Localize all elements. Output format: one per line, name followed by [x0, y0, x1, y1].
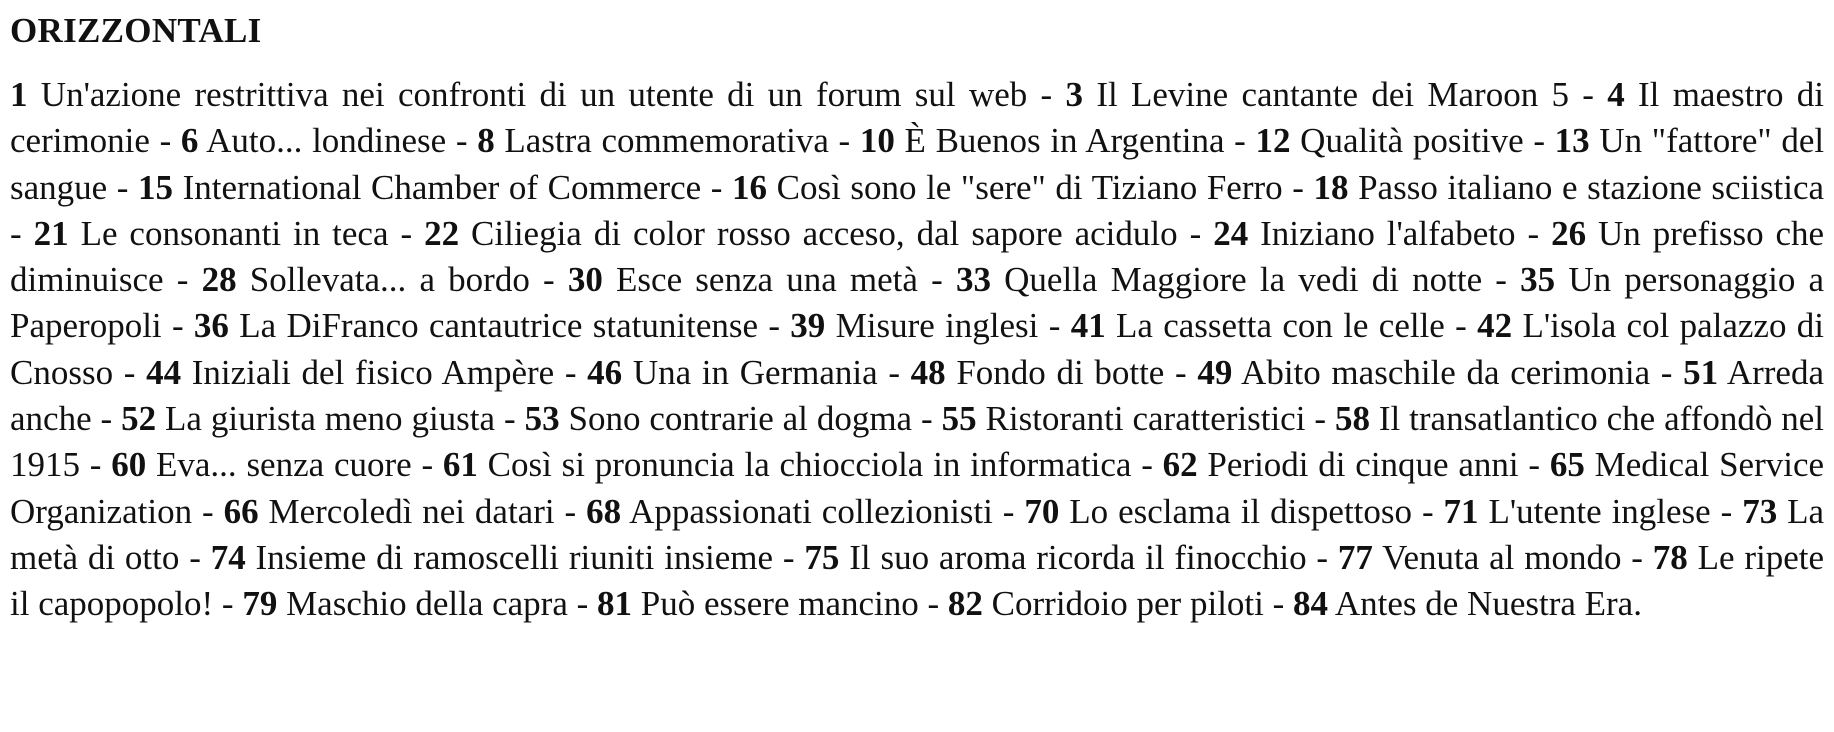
clue-text: Corridoio per piloti: [991, 584, 1264, 624]
clue-text: Le consonanti in teca: [80, 213, 389, 253]
clue-text: Maschio della capra: [286, 584, 568, 624]
clue-text: Lo esclama il dispettoso: [1069, 491, 1413, 531]
clue-item: [911, 353, 1165, 392]
clue-number: 36: [193, 306, 229, 346]
clue-number: 22: [424, 213, 460, 253]
clue-number: 77: [1337, 537, 1373, 577]
clue-text: Arreda anche: [10, 352, 1824, 439]
clue-separator: -: [877, 352, 911, 392]
clue-text: Una in Germania: [632, 352, 878, 392]
clue-number: 82: [947, 584, 983, 624]
clue-item: [111, 445, 411, 484]
clue-separator: -: [161, 306, 194, 346]
clue-separator: -: [149, 121, 181, 161]
clue-separator: -: [80, 445, 112, 485]
clue-number: 70: [1024, 491, 1060, 531]
clue-text: Iniziali del fisico Ampère: [191, 352, 555, 392]
clue-number: 24: [1213, 213, 1249, 253]
clue-number: 18: [1313, 167, 1349, 207]
clue-item: [146, 353, 554, 392]
clue-number: 10: [859, 121, 895, 161]
clue-number: 66: [223, 491, 259, 531]
clue-separator: -: [179, 537, 211, 577]
clue-item: [956, 260, 1482, 299]
clue-separator: -: [1515, 213, 1552, 253]
clue-number: 58: [1334, 399, 1370, 439]
clue-separator: -: [1027, 75, 1066, 114]
clue-text: Così sono le "sere" di Tiziano Ferro: [776, 167, 1283, 207]
clue-number: 16: [732, 167, 768, 207]
clue-number: 53: [524, 399, 560, 439]
clue-item: [1024, 492, 1412, 531]
clue-text: Ristoranti caratteristici: [985, 399, 1306, 439]
clue-separator: -: [917, 260, 956, 300]
clue-text: La metà di otto: [10, 491, 1825, 577]
clue-number: 78: [1652, 537, 1688, 577]
clue-number: 12: [1255, 121, 1291, 161]
clue-item: [211, 538, 773, 577]
clue-separator: -: [1621, 537, 1653, 577]
clue-separator: -: [1164, 352, 1198, 392]
clue-separator: -: [1650, 352, 1684, 392]
clue-text: L'isola col palazzo di Cnosso: [10, 306, 1825, 392]
clue-separator: -: [192, 491, 224, 531]
clue-text: Insieme di ramoscelli riuniti insieme: [255, 537, 774, 577]
clue-text: Appassionati collezionisti: [629, 491, 993, 531]
clue-separator: -: [107, 167, 139, 207]
clue-item: [242, 584, 568, 623]
clue-item: [948, 584, 1264, 623]
clue-item: [942, 399, 1306, 438]
clue-item: [597, 584, 919, 623]
clue-number: 51: [1683, 352, 1719, 392]
clue-number: 35: [1520, 260, 1556, 300]
clue-item: [1163, 445, 1519, 484]
clue-number: 42: [1477, 306, 1513, 346]
clue-separator: -: [1710, 491, 1743, 531]
clue-text: La DiFranco cantautrice statunitense: [239, 306, 759, 346]
clue-separator: -: [1306, 537, 1338, 577]
clue-separator: -: [1224, 121, 1256, 161]
clue-item: [1213, 214, 1515, 253]
clue-item: [138, 168, 701, 207]
clue-number: 1: [10, 75, 28, 114]
clue-number: 3: [1065, 75, 1084, 114]
clue-text: La cassetta con le celle: [1116, 306, 1445, 346]
clue-text: Medical Service Organization: [10, 445, 1825, 531]
clue-item: [1197, 353, 1650, 392]
clue-number: 60: [111, 445, 147, 485]
clue-text: Il transatlantico che affondò nel 1915: [10, 399, 1824, 485]
clue-number: 28: [201, 260, 237, 300]
clue-separator: -: [1177, 213, 1214, 253]
clue-separator: -: [113, 352, 147, 392]
clue-text: Un prefisso che diminuisce: [10, 213, 1825, 300]
clue-number: 81: [597, 584, 633, 624]
clue-separator: -: [758, 306, 791, 346]
clue-number: 65: [1549, 445, 1585, 485]
clue-text: La giurista meno giusta: [165, 399, 496, 439]
clue-separator: -: [411, 445, 443, 485]
clue-separator: -: [1305, 399, 1335, 439]
clue-text: Un personaggio a Paperopoli: [10, 260, 1825, 346]
clue-item: [1338, 538, 1622, 577]
clue-text: Auto... londinese: [206, 121, 447, 161]
clue-text: International Chamber of Commerce: [182, 167, 702, 207]
clue-text: Il maestro di cerimonie: [10, 75, 1825, 161]
clue-text: Misure inglesi: [835, 306, 1039, 346]
clue-item: [224, 492, 555, 531]
clue-separator: -: [1482, 260, 1521, 300]
clue-separator: -: [554, 491, 587, 531]
clue-separator: -: [1131, 445, 1163, 485]
clue-separator: -: [10, 213, 34, 253]
clue-separator: -: [388, 213, 425, 253]
clue-text: Esce senza una metà: [616, 260, 918, 300]
clue-separator: -: [828, 121, 860, 161]
clue-text: Eva... senza cuore: [156, 445, 412, 485]
clue-item: [424, 214, 1178, 253]
clue-number: 55: [941, 399, 977, 439]
clue-item: [1314, 168, 1825, 207]
clue-number: 62: [1162, 445, 1198, 485]
clue-item: [1066, 75, 1569, 114]
clue-number: 41: [1070, 306, 1106, 346]
clue-separator: -: [1412, 491, 1444, 531]
clue-text: Passo italiano e stazione sciistica: [1358, 167, 1825, 207]
clue-separator: -: [529, 260, 568, 300]
clue-item: [587, 353, 878, 392]
clue-text: Così si pronuncia la chiocciola in informatica: [487, 445, 1132, 485]
clue-number: 79: [242, 584, 278, 624]
clue-separator: -: [918, 584, 948, 624]
clue-number: 73: [1742, 491, 1778, 531]
clue-item: [568, 260, 918, 299]
clue-text: Antes de Nuestra Era.: [1334, 584, 1642, 624]
clue-number: 15: [138, 167, 174, 207]
clue-item: [181, 121, 446, 160]
clue-number: 26: [1551, 213, 1587, 253]
clue-item: [34, 214, 389, 253]
clue-item: [1071, 306, 1445, 345]
clue-number: 71: [1443, 491, 1479, 531]
clue-item: [443, 445, 1132, 484]
clue-separator: -: [912, 399, 942, 439]
clue-number: 48: [910, 352, 946, 392]
clue-text: Lastra commemorativa: [504, 121, 829, 161]
clue-item: [1256, 121, 1524, 160]
clue-text: Iniziano l'alfabeto: [1260, 213, 1516, 253]
section-heading: ORIZZONTALI: [10, 11, 262, 50]
clue-separator: -: [495, 399, 525, 439]
clue-number: 6: [180, 121, 199, 161]
clue-number: 8: [477, 121, 495, 161]
clue-item: [732, 168, 1283, 207]
clue-text: Quella Maggiore la vedi di notte: [1004, 260, 1483, 300]
clue-number: 75: [804, 537, 840, 577]
clue-text: Un "fattore" del sangue: [10, 121, 1825, 207]
clue-separator: -: [1568, 75, 1608, 114]
clue-text: Mercoledì nei datari: [268, 491, 555, 531]
clue-number: 49: [1197, 352, 1233, 392]
clue-separator: -: [567, 584, 598, 624]
clue-text: Ciliegia di color rosso acceso, dal sapore acidulo: [471, 213, 1178, 253]
clue-item: [790, 306, 1038, 345]
clue-text: Può essere mancino: [640, 584, 919, 624]
clue-item: [477, 121, 829, 160]
clue-number: 13: [1554, 121, 1590, 161]
clue-text: Le ripete il capopopolo!: [10, 537, 1825, 624]
clue-separator: -: [701, 167, 733, 207]
clue-item: [804, 538, 1306, 577]
clue-number: 74: [210, 537, 246, 577]
clue-separator: -: [1038, 306, 1071, 346]
clue-text: Periodi di cinque anni: [1207, 445, 1519, 485]
clue-text: Il suo aroma ricorda il finocchio: [849, 537, 1307, 577]
clue-text: Abito maschile da cerimonia: [1241, 352, 1651, 392]
clue-separator: -: [91, 399, 122, 439]
clue-number: 52: [121, 399, 157, 439]
clue-text: Fondo di botte: [956, 352, 1165, 392]
clue-text: Un'azione restrittiva nei confronti di un utente di un forum sul web: [40, 75, 1028, 114]
clue-separator: -: [1444, 306, 1478, 346]
clue-number: 46: [587, 352, 623, 392]
clue-number: 33: [955, 260, 991, 300]
clue-item: [586, 492, 993, 531]
clue-text: Il Levine cantante dei Maroon 5: [1096, 75, 1569, 114]
clue-number: 21: [33, 213, 69, 253]
clue-number: 84: [1293, 584, 1329, 624]
clue-item: [1444, 492, 1711, 531]
clue-text: Sono contrarie al dogma: [568, 399, 913, 439]
clue-item: [860, 121, 1225, 160]
clue-text: Sollevata... a bordo: [249, 260, 530, 300]
clue-list: [10, 72, 1824, 628]
clue-separator: -: [554, 352, 588, 392]
clue-text: Qualità positive: [1300, 121, 1524, 161]
clue-separator: -: [163, 260, 202, 300]
clue-item: [525, 399, 913, 438]
clue-separator: -: [1263, 584, 1294, 624]
clue-separator: -: [1523, 121, 1555, 161]
clue-separator: -: [213, 584, 243, 624]
clue-separator: -: [1518, 445, 1550, 485]
clue-item: [1293, 584, 1642, 623]
clue-item: [10, 75, 1027, 114]
clue-separator: -: [773, 537, 805, 577]
clue-number: 61: [442, 445, 478, 485]
clue-text: Venuta al mondo: [1382, 537, 1622, 577]
clue-number: 44: [146, 352, 182, 392]
clue-text: L'utente inglese: [1488, 491, 1711, 531]
clue-number: 39: [790, 306, 826, 346]
clue-number: 68: [586, 491, 622, 531]
clue-text: È Buenos in Argentina: [904, 121, 1225, 161]
clue-number: 4: [1607, 75, 1625, 114]
clue-item: [194, 306, 758, 345]
clue-separator: -: [992, 491, 1025, 531]
clue-number: 30: [567, 260, 603, 300]
clue-separator: -: [1282, 167, 1314, 207]
clue-item: [121, 399, 495, 438]
clue-item: [202, 260, 530, 299]
clue-separator: -: [446, 121, 478, 161]
